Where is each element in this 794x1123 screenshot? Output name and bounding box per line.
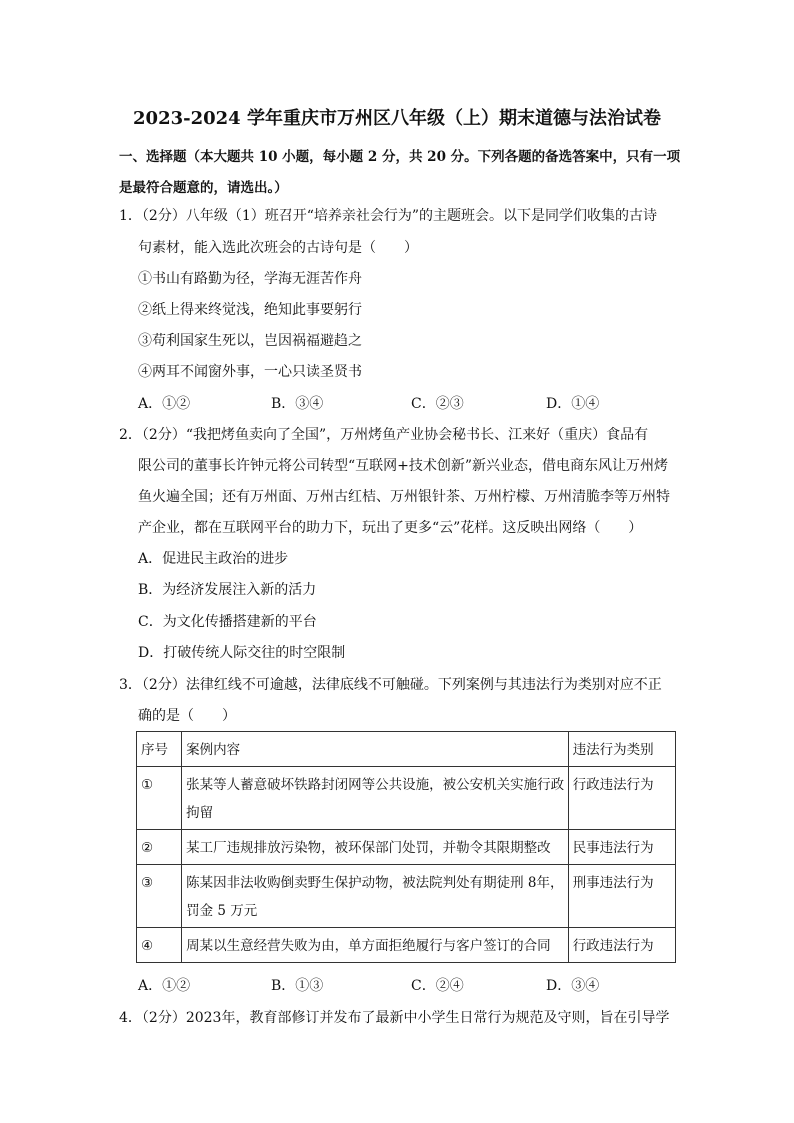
- table-cell: 某工厂违规排放污染物，被环保部门处罚，并勒令其限期整改: [182, 830, 569, 865]
- q2-line4: 产企业，都在互联网平台的助力下，玩出了更多“云”花样。这反映出网络（ ）: [138, 520, 643, 536]
- table-cell: 行政违法行为: [568, 928, 675, 963]
- q3-choice-a: A．①②: [138, 978, 191, 994]
- q2-option-d: D．打破传统人际交往的时空限制: [138, 645, 346, 661]
- table-row: [137, 928, 676, 963]
- cases-table: [136, 731, 676, 963]
- table-header-cell: 违法行为类别: [568, 732, 675, 767]
- table-header-cell: 序号: [137, 732, 182, 767]
- table-cell: 刑事违法行为: [568, 865, 675, 928]
- table-cell: 民事违法行为: [568, 830, 675, 865]
- q3-line1: 3．（2分）法律红线不可逾越，法律底线不可触碰。下列案例与其违法行为类别对应不正: [119, 677, 662, 693]
- table-row: [137, 865, 676, 928]
- q2-option-c: C．为文化传播搭建新的平台: [138, 614, 317, 630]
- table-cell: ③: [137, 865, 182, 928]
- q1-choice-a: A．①②: [138, 396, 191, 412]
- table-cell: 陈某因非法收购倒卖野生保护动物，被法院判处有期徒刑 8年，罚金 5 万元: [182, 865, 569, 928]
- q2-option-b: B．为经济发展注入新的活力: [138, 582, 317, 598]
- q1-item-3: ③苟利国家生死以，岂因祸福避趋之: [138, 333, 362, 349]
- q1-choice-b: B．③④: [271, 396, 324, 412]
- table-cell: ①: [137, 767, 182, 830]
- q3-line2: 确的是（ ）: [138, 708, 236, 724]
- q1-choice-d: D．①④: [546, 396, 600, 412]
- table-cell: ②: [137, 830, 182, 865]
- table-cell: ④: [137, 928, 182, 963]
- table-cell: 张某等人蓄意破坏铁路封闭网等公共设施，被公安机关实施行政拘留: [182, 767, 569, 830]
- q3-choice-b: B．①③: [271, 978, 324, 994]
- q2-line3: 鱼火遍全国；还有万州面、万州古红桔、万州银针茶、万州柠檬、万州清脆李等万州特: [138, 489, 670, 505]
- q4-line1: 4．（2分）2023年，教育部修订并发布了最新中小学生日常行为规范及守则，旨在引导学: [119, 1010, 670, 1026]
- section-heading: 一、选择题（本大题共 10 小题，每小题 2 分，共 20 分。下列各题的备选答案中，只有一项是最符合题意的，请选出。）: [119, 149, 681, 196]
- table-row: [137, 830, 676, 865]
- table-header-cell: 案例内容: [182, 732, 569, 767]
- q1-item-4: ④两耳不闻窗外事，一心只读圣贤书: [138, 364, 362, 380]
- table-cell: 行政违法行为: [568, 767, 675, 830]
- q1-choice-c: C．②③: [411, 396, 464, 412]
- q1-item-2: ②纸上得来终觉浅，绝知此事要躬行: [138, 302, 362, 318]
- q2-line2: 限公司的董事长许钟元将公司转型“互联网+技术创新”新兴业态，借电商东风让万州烤: [138, 458, 669, 474]
- table-row: [137, 767, 676, 830]
- table-cell: 周某以生意经营失败为由，单方面拒绝履行与客户签订的合同: [182, 928, 569, 963]
- q2-line1: 2．（2分）“我把烤鱼卖向了全国”，万州烤鱼产业协会秘书长、江来好（重庆）食品有: [119, 427, 649, 443]
- q1-item-1: ①书山有路勤为径，学海无涯苦作舟: [138, 271, 362, 287]
- table-header-row: [137, 732, 676, 767]
- q3-choice-d: D．③④: [546, 978, 600, 994]
- q3-choice-c: C．②④: [411, 978, 464, 994]
- q1-line1: 1．（2分）八年级（1）班召开“培养亲社会行为”的主题班会。以下是同学们收集的古诗: [119, 208, 658, 224]
- q1-line2: 句素材，能入选此次班会的古诗句是（ ）: [138, 240, 418, 256]
- q2-option-a: A．促进民主政治的进步: [138, 551, 289, 567]
- exam-title: 2023-2024 学年重庆市万州区八年级（上）期末道德与法治试卷: [133, 108, 661, 129]
